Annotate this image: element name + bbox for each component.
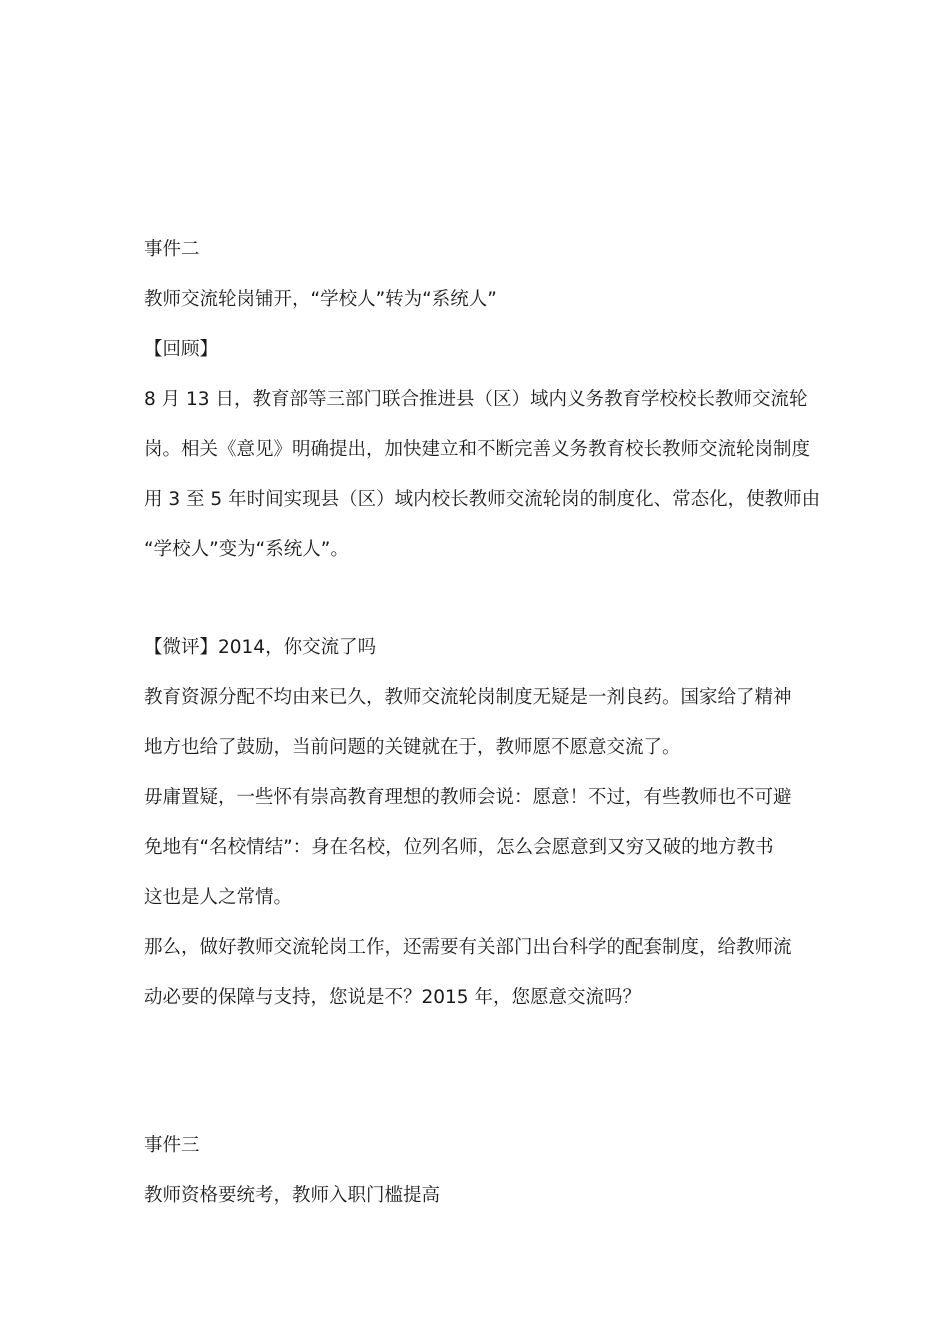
event3-heading: 事件三 [144, 1135, 200, 1156]
comment-line: 地方也给了鼓励，当前问题的关键就在于，教师愿不愿意交流了。 [144, 737, 681, 758]
comment-line: 这也是人之常情。 [144, 887, 293, 908]
comment-title: 【微评】2014，你交流了吗 [144, 637, 377, 658]
event2-heading: 事件二 [144, 239, 200, 260]
comment-line: 那么，做好教师交流轮岗工作，还需要有关部门出台科学的配套制度，给教师流 [144, 937, 792, 958]
comment-line: 免地有“名校情结”：身在名校，位列名师，怎么会愿意到又穷又破的地方教书 [144, 837, 774, 858]
review-line: 8 月 13 日，教育部等三部门联合推进县（区）域内义务教育学校校长教师交流轮 [144, 389, 808, 410]
comment-line: 教育资源分配不均由来已久，教师交流轮岗制度无疑是一剂良药。国家给了精神 [144, 687, 792, 708]
event3-title: 教师资格要统考，教师入职门槛提高 [144, 1185, 441, 1206]
review-line: “学校人”变为“系统人”。 [144, 539, 349, 560]
comment-line: 毋庸置疑，一些怀有崇高教育理想的教师会说：愿意！不过，有些教师也不可避 [144, 787, 792, 808]
event2-review-label: 【回顾】 [144, 339, 219, 360]
comment-line: 动必要的保障与支持，您说是不？2015 年，您愿意交流吗？ [144, 987, 641, 1008]
event2-title: 教师交流轮岗铺开，“学校人”转为“系统人” [144, 289, 497, 310]
review-line: 岗。相关《意见》明确提出，加快建立和不断完善义务教育校长教师交流轮岗制度 [144, 439, 811, 460]
review-line: 用 3 至 5 年时间实现县（区）域内校长教师交流轮岗的制度化、常态化，使教师由 [144, 489, 821, 510]
